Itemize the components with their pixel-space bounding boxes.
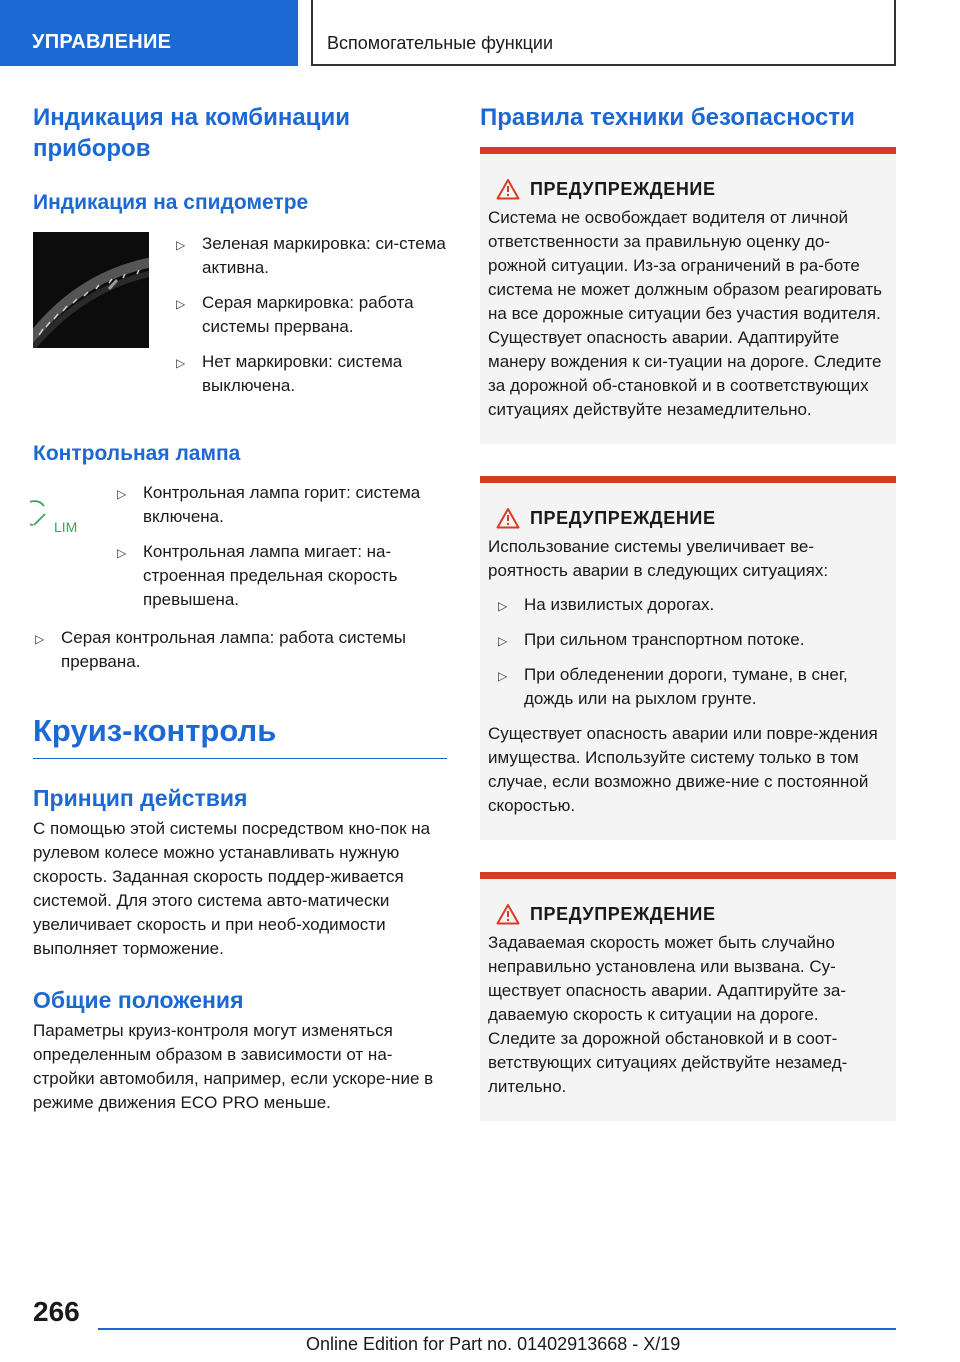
list-item: ▷ Контрольная лампа мигает: на-строенная предельная скорость превышена. (117, 542, 398, 609)
triangle-bullet-icon: ▷ (176, 356, 186, 370)
list-item: ▷ На извилистых дорогах. (496, 593, 888, 617)
warning-box-2 (480, 476, 896, 840)
warning-box-1 (480, 147, 896, 444)
warning-list (488, 593, 888, 711)
heading-general: Общие положения (33, 987, 244, 1013)
page-number: 266 (33, 1296, 80, 1327)
warning-title: ПРЕДУПРЕЖДЕНИЕ (530, 507, 716, 528)
list-item: ▷ При обледенении дороги, тумане, в снег, дождь или на рыхлом грунте. (498, 665, 848, 708)
lamp-block (33, 481, 447, 623)
triangle-bullet-icon: ▷ (35, 632, 45, 646)
triangle-bullet-icon: ▷ (498, 669, 508, 683)
heading-safety: Правила техники безопасности (480, 104, 855, 131)
triangle-bullet-icon: ▷ (176, 297, 186, 311)
left-column (33, 102, 447, 1115)
footer-divider (98, 1328, 896, 1330)
section-tab: УПРАВЛЕНИЕ (0, 0, 298, 66)
heading-cruise-control: Круиз-контроль (33, 712, 447, 759)
heading-indicator-lamp: Контрольная лампа (33, 442, 241, 465)
lim-label: LIM (54, 519, 78, 535)
footer-edition: Online Edition for Part no. 01402913668 - X/19 (306, 1334, 681, 1354)
warning-box-3 (480, 872, 896, 1121)
speedometer-block (33, 232, 447, 409)
list-item: ▷ Серая контрольная лампа: работа системы прервана. (35, 628, 407, 671)
general-text: Параметры круиз-контроля могут изменяться определенным образом в зависимости от на-стройки автомобиля, например, если ускоре-ние в режиме движения ECO PRO меньше. (33, 1021, 434, 1112)
triangle-bullet-icon: ▷ (498, 634, 508, 648)
warning-text: Задаваемая скорость может быть случайно неправильно установлена или вызвана. Су-ществует опасность аварии. Адаптируйте за-даваемую скорость к ситуации на дороге. Следите за дорожной обстановкой и в соот-ветствующих ситуациях действуйте незамед-лительно. (488, 933, 848, 1096)
principle-text: С помощью этой системы посредством кно-пок на рулевом колесе можно устанавливать нужную скорость. Заданная скорость поддер-живается системой. Для этого система авто-матически увеличивает скорость и при необ-ходимости выполняет торможение. (33, 819, 431, 958)
triangle-bullet-icon: ▷ (498, 599, 508, 613)
heading-principle: Принцип действия (33, 785, 248, 811)
right-column (480, 102, 896, 1121)
warning-triangle-icon (496, 903, 520, 925)
lamp-list (115, 481, 447, 623)
speedometer-arc-icon (33, 232, 149, 348)
warning-title: ПРЕДУПРЕЖДЕНИЕ (530, 903, 716, 924)
warning-triangle-icon (496, 178, 520, 200)
speedometer-list (174, 232, 447, 409)
warning-head (488, 507, 888, 529)
heading-display: Индикация на комбинации приборов (33, 104, 350, 162)
chapter-title: Вспомогательные функции (311, 0, 896, 66)
lim-lamp-icon (30, 499, 90, 539)
triangle-bullet-icon: ▷ (176, 238, 186, 252)
warning-title: ПРЕДУПРЕЖДЕНИЕ (530, 178, 716, 199)
warning-triangle-icon (496, 507, 520, 529)
lamp-extra-list (33, 626, 447, 674)
warning-intro-text: Использование системы увеличивает ве-роятность аварии в следующих ситуациях: (488, 537, 829, 580)
warning-head (488, 178, 888, 200)
list-item: ▷ Нет маркировки: система выключена. (176, 352, 403, 395)
triangle-bullet-icon: ▷ (117, 487, 127, 501)
list-item: ▷ При сильном транспортном потоке. (496, 628, 888, 652)
warning-outro-text: Существует опасность аварии или повре-ждения имущества. Используйте систему только в том случае, если возможно движе-ние с постоянной скоростью. (488, 724, 878, 815)
list-item: ▷ Контрольная лампа горит: система включена. (117, 483, 421, 526)
list-item: ▷ Зеленая маркировка: си-стема активна. (176, 234, 446, 277)
heading-speedometer: Индикация на спидометре (33, 191, 309, 214)
triangle-bullet-icon: ▷ (117, 546, 127, 560)
warning-text: Система не освобождает водителя от личной ответственности за правильную оценку до-рожной ситуации. Из-за ограничений в ра-боте система не может должным образом реагировать на все дорожные ситуации без участия водителя. Существует опасность аварии. Адаптируйте манеру вождения к си-туации на дороге. Следите за дорожной об-становкой и в соответствующих ситуациях действуйте незамедлительно. (488, 208, 882, 419)
speedometer-image (33, 232, 149, 348)
list-item: ▷ Серая маркировка: работа системы прервана. (176, 293, 414, 336)
warning-head (488, 903, 888, 925)
